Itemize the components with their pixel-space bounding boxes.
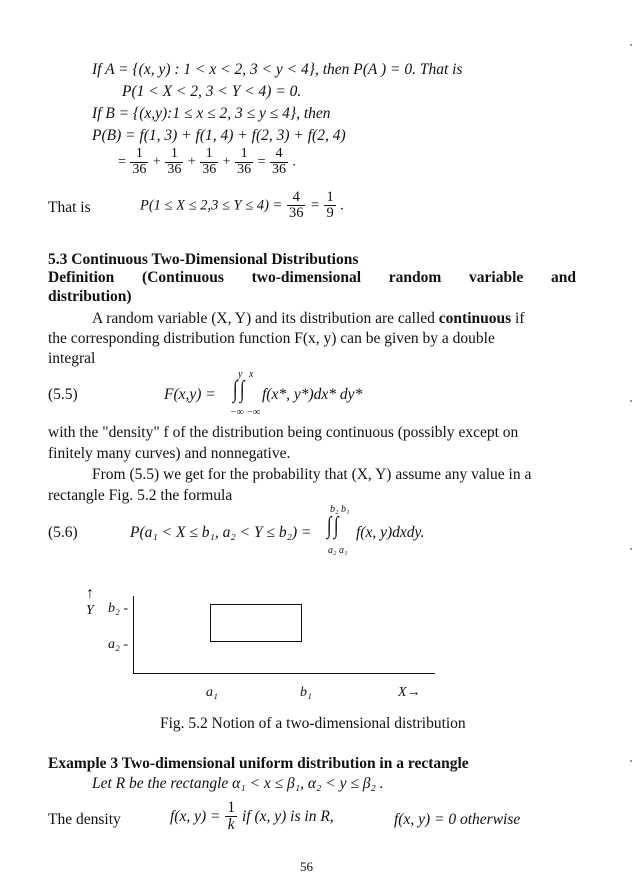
b2-tick-label: b₂ - [108,601,129,616]
section-heading: 5.3 Continuous Two-Dimensional Distributions [48,251,359,268]
para1-line2: the corresponding distribution function F(x, y) can be given by a double [48,330,495,347]
discrete-line-3: If B = {(x,y):1 ≤ x ≤ 2, 3 ≤ y ≤ 4}, then [92,105,331,122]
frac-four-36: $\frac{4}{36}$ [288,189,304,222]
density-formula: f(x, y) = $\frac{1}{k}$ if (x, y) is in R, [170,799,334,834]
para1-line3: integral [48,350,96,367]
eq55-label: (5.5) [48,386,78,403]
eq55-lhs: F(x,y) = [164,386,216,403]
discrete-line-2: P(1 < X < 2, 3 < Y < 4) = 0. [122,83,302,100]
discrete-line-6: P(1 ≤ X ≤ 2,3 ≤ Y ≤ 4) = $\frac{4}{36}$ = $\frac{1}{9}$ . [140,189,344,222]
definition-line-2: distribution) [48,288,132,305]
scan-mark [630,548,632,550]
sum-equals: = [118,154,126,170]
frac-4: $\frac{1}{36}$ [237,146,252,177]
eq55-integrand: f(x*, y*)dx* dy* [262,386,363,403]
that-is-label: That is [48,199,91,216]
discrete-line-1: If A = {(x, y) : 1 < x < 2, 3 < y < 4}, then P(A ) = 0. That is [92,61,463,78]
eq56-integrand: f(x, y)dxdy. [356,524,425,541]
eq55-lower-limits: −∞ −∞ [230,407,261,418]
frac-one-9: $\frac{1}{9}$ [326,189,334,222]
fraction-sum: = $\frac{1}{36}$ + $\frac{1}{36}$ + $\frac{1}{36}$ + $\frac{1}{36}$ = $\frac{4}{36}$ . [118,146,297,177]
frac-2: $\frac{1}{36}$ [167,146,182,177]
eq56-label: (5.6) [48,524,78,541]
b1-tick-label: b₁ [300,685,312,700]
eq55-integrals: ∫∫ [232,377,245,403]
eq56-integrals: ∫∫ [326,513,339,539]
example-heading: Example 3 Two-dimensional uniform distribution in a rectangle [48,755,469,772]
a2-tick-label: a₂ - [108,637,129,652]
rectangle-region [210,604,302,642]
density-fraction: $\frac{1}{k}$ [227,799,236,834]
eq56-lower-limits: a₂ a₁ [328,545,348,556]
frac-3: $\frac{1}{36}$ [202,146,217,177]
eq56-lhs: P(a₁ < X ≤ b₁, a₂ < Y ≤ b₂) = [130,524,312,541]
scan-mark [630,400,632,402]
scan-mark [630,760,632,762]
x-axis-label: X→ [398,685,421,700]
y-axis-line [133,596,134,674]
page-number: 56 [300,859,313,874]
para1-line1: A random variable (X, Y) and its distribution are called continuous if [92,310,525,327]
eq55-upper-limits: y x [238,369,256,380]
para3-line1: From (5.5) we get for the probability that (X, Y) assume any value in a [92,466,532,483]
definition-line: Definition (Continuous two-dimensional random variable and [48,269,576,286]
a1-tick-label: a₁ [206,685,218,700]
frac-result: $\frac{4}{36}$ [272,146,287,177]
scan-mark [630,44,632,46]
example-line-1: Let R be the rectangle α₁ < x ≤ β₁, α₂ < y ≤ β₂ . [92,775,384,792]
figure-caption: Fig. 5.2 Notion of a two-dimensional distribution [160,715,466,732]
y-axis-label: Y [86,603,94,618]
eq56-upper-limits: b₂ b₁ [330,504,350,515]
y-arrow-icon: ↑ [86,585,94,602]
density-otherwise: f(x, y) = 0 otherwise [394,811,521,828]
para2-line1: with the "density" f of the distribution being continuous (possibly except on [48,424,519,441]
frac-1: $\frac{1}{36}$ [132,146,147,177]
discrete-line-4: P(B) = f(1, 3) + f(1, 4) + f(2, 3) + f(2, 4) [92,127,346,144]
para3-line2: rectangle Fig. 5.2 the formula [48,487,233,504]
para2-line2: finitely many curves) and nonnegative. [48,445,291,462]
density-label: The density [48,811,121,828]
x-axis-line [133,673,435,674]
